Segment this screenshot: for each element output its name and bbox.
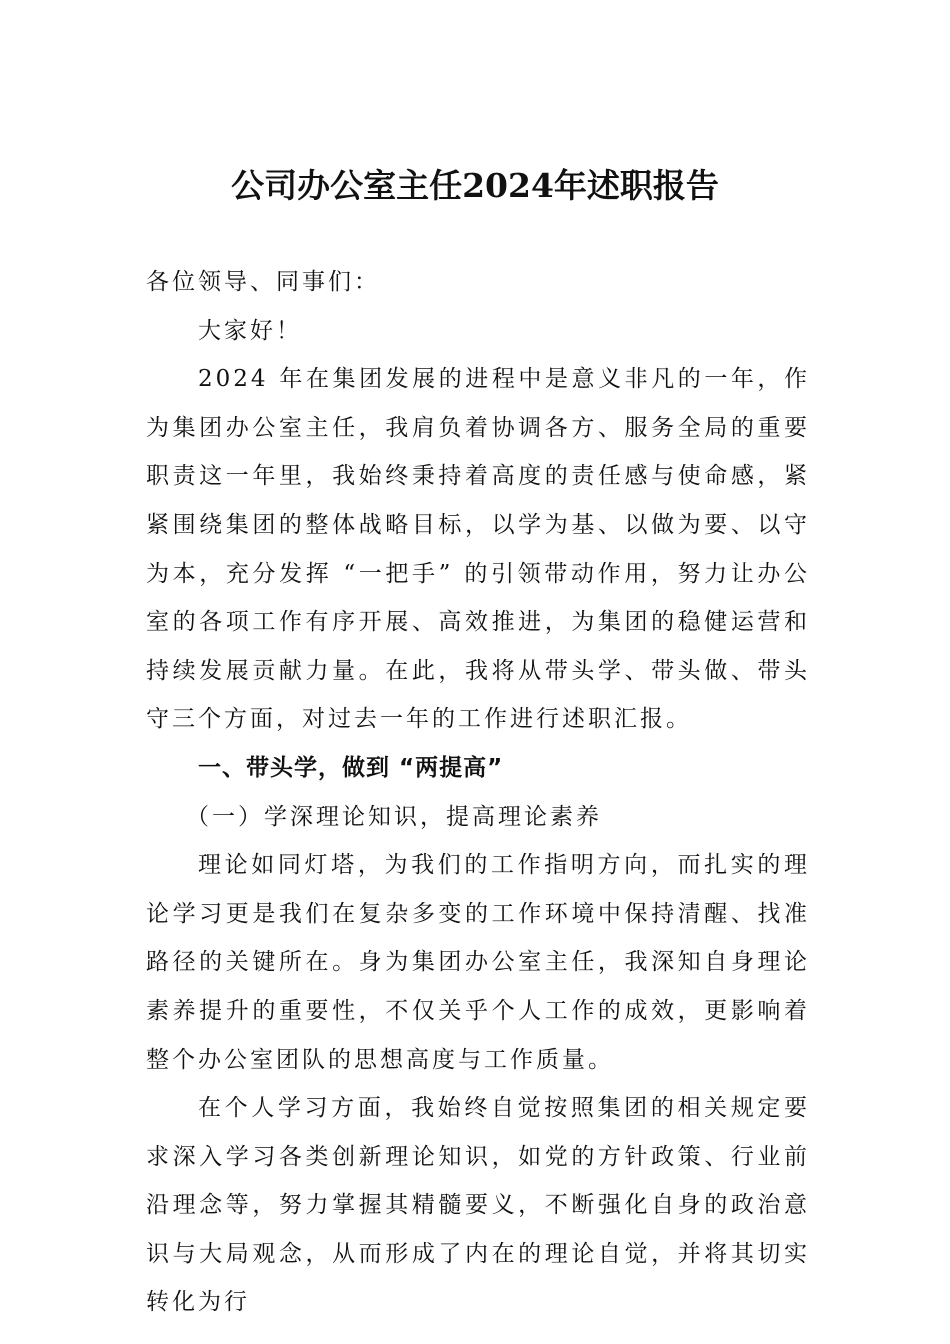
document-title: 公司办公室主任2024年述职报告 xyxy=(231,166,719,205)
subsection-heading-1: （一）学深理论知识，提高理论素养 xyxy=(186,803,602,830)
greeting: 大家好！ xyxy=(198,317,302,344)
body-paragraph: 理论如同灯塔，为我们的工作指明方向，而扎实的理论学习更是我们在复杂多变的工作环境中保持清醒、找准路径的关键所在。身为集团办公室主任，我深知自身理论素养提升的重要性，不仅关乎个人工作的成效，更影响着整个办公室团队的思想高度与工作质量。 xyxy=(146,852,810,1073)
body-paragraph: 在个人学习方面，我始终自觉按照集团的相关规定要求深入学习各类创新理论知识，如党的方针政策、行业前沿理念等，努力掌握其精髓要义，不断强化自身的政治意识与大局观念，从而形成了内在的理论自觉，并将其切实转化为行 xyxy=(146,1095,810,1316)
document-body xyxy=(146,258,810,1327)
intro-paragraph: 2024 年在集团发展的进程中是意义非凡的一年，作为集团办公室主任，我肩负着协调各方、服务全局的重要职责这一年里，我始终秉持着高度的责任感与使命感，紧紧围绕集团的整体战略目标，以学为基、以做为要、以守为本，充分发挥 “一把手” 的引领带动作用，努力让办公室的各项工作有序开展、高效推进，为集团的稳健运营和持续发展贡献力量。在此，我将从带头学、带头做、带头守三个方面，对过去一年的工作进行述职汇报。 xyxy=(146,366,810,733)
salutation: 各位领导、同事们： xyxy=(146,269,380,295)
section-heading-1: 一、带头学，做到 “两提高” xyxy=(198,754,504,781)
